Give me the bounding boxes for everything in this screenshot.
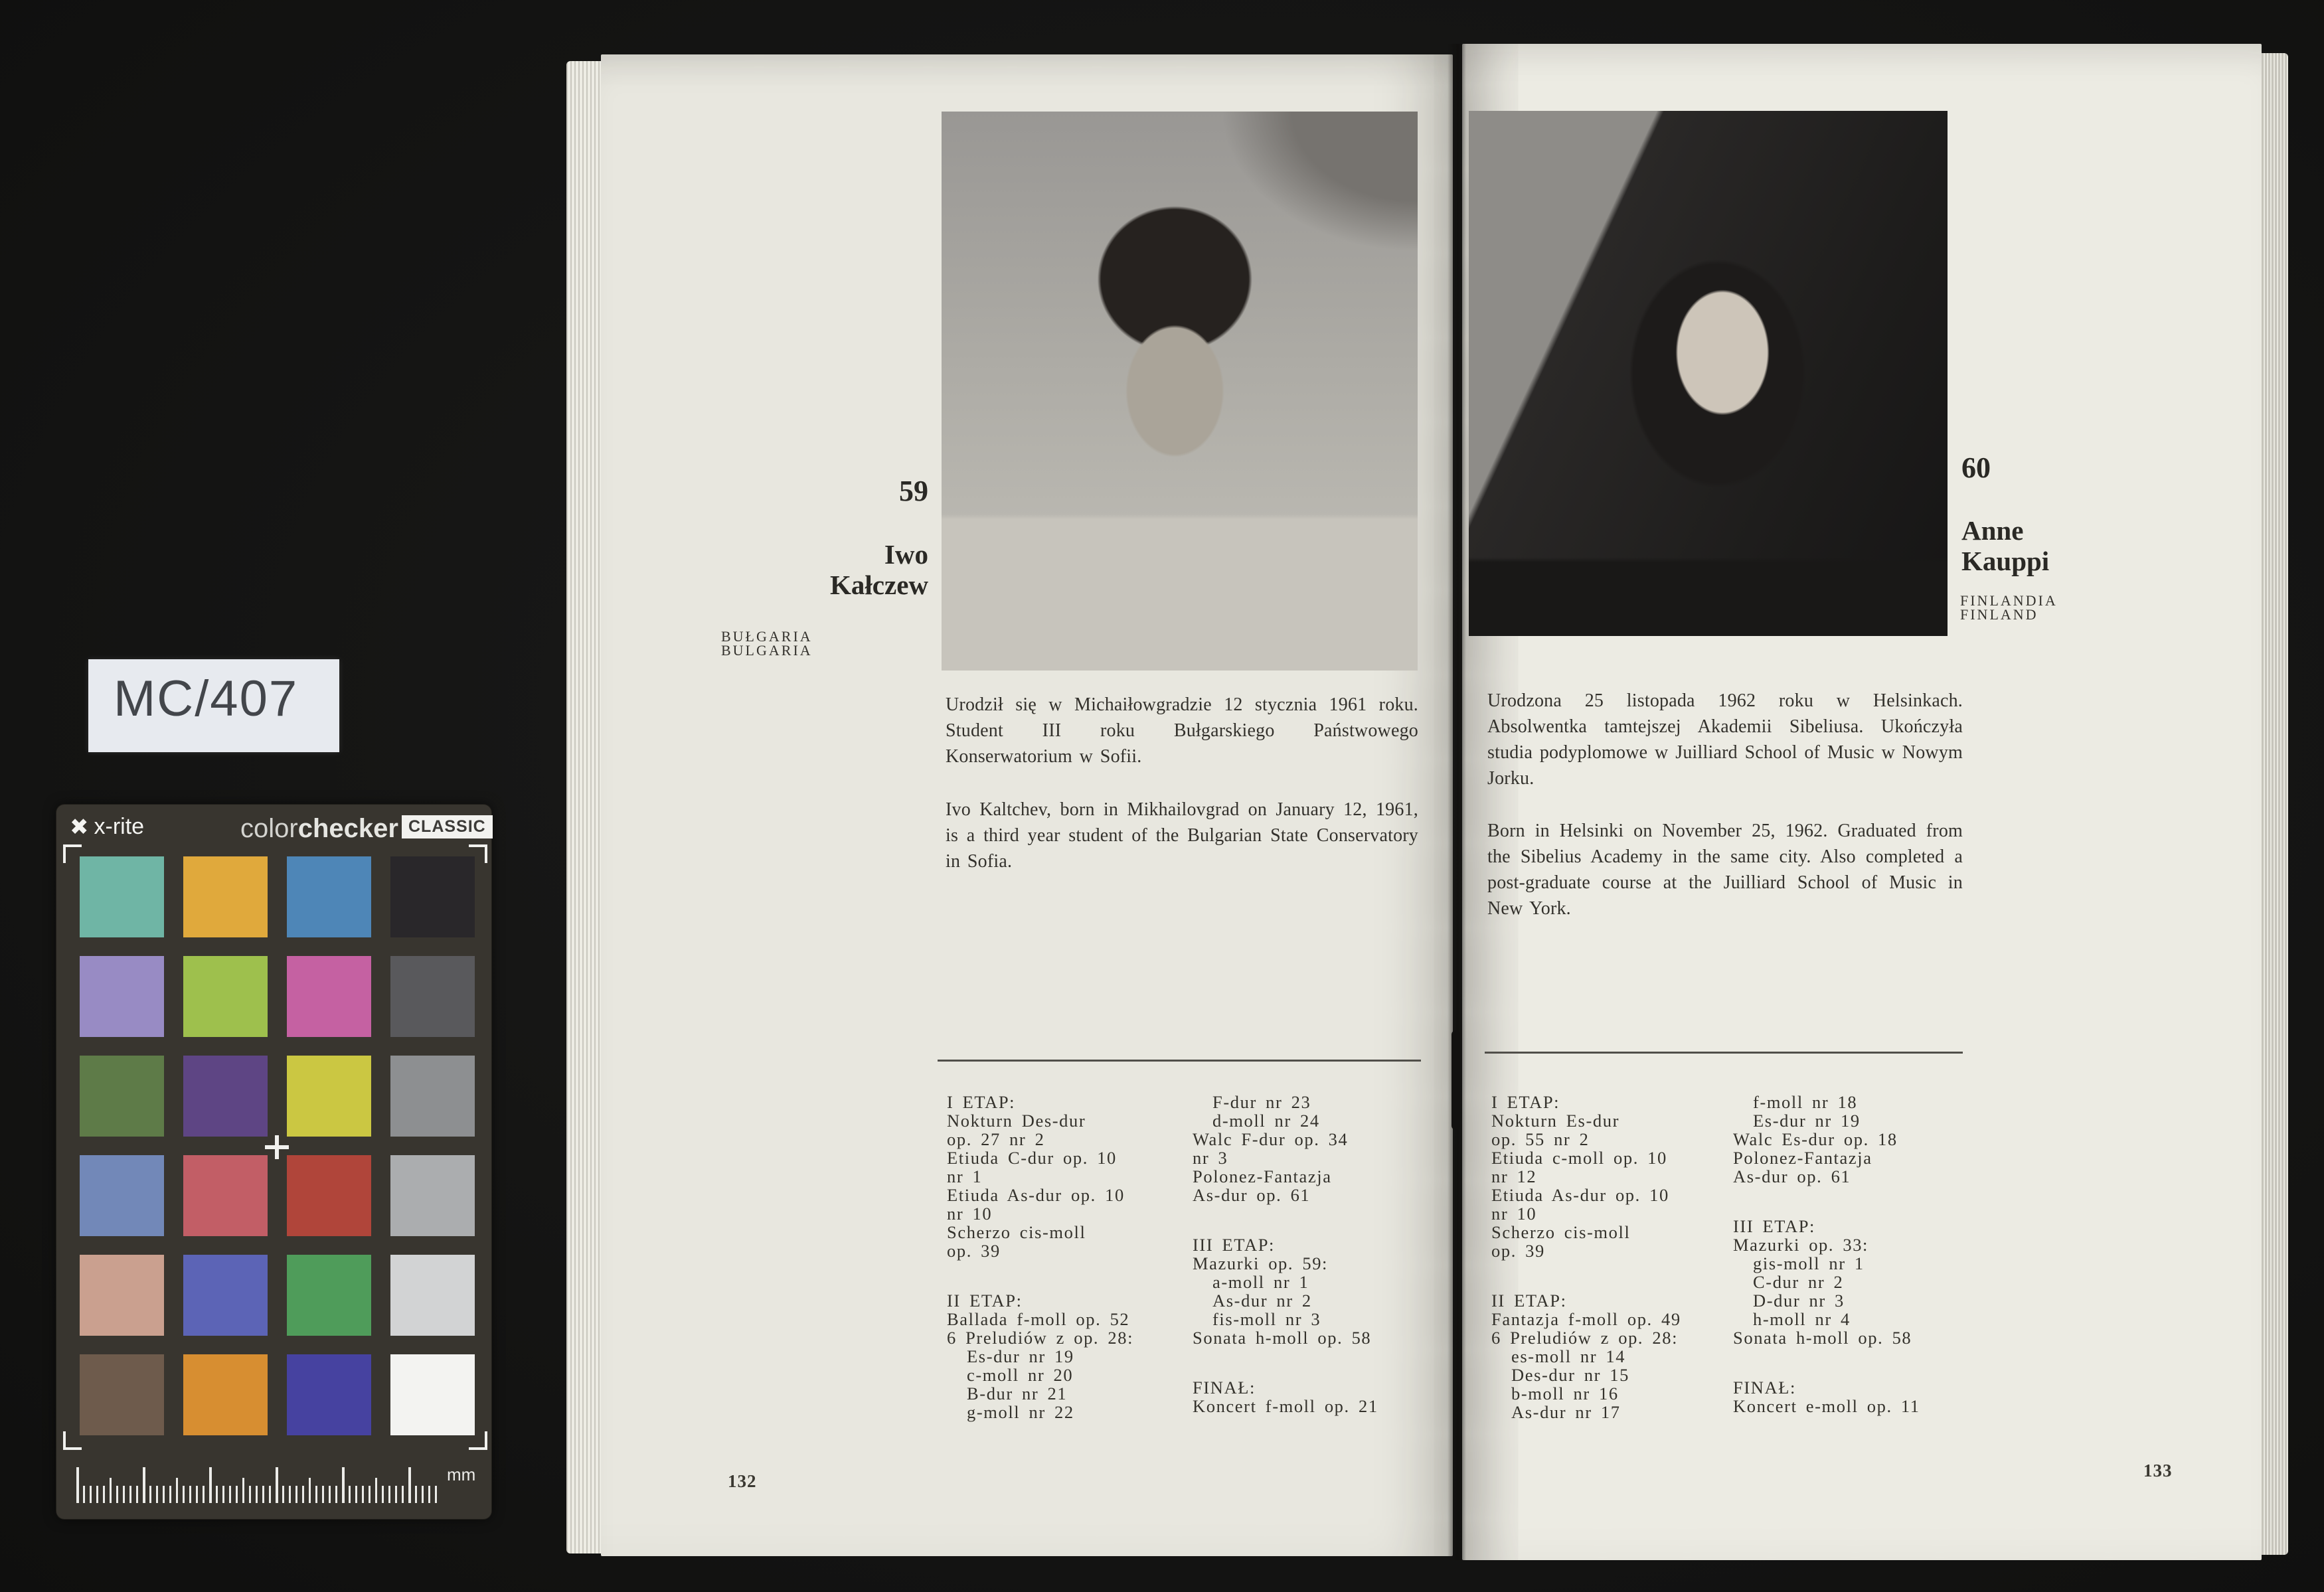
program-line: es-moll nr 14: [1511, 1346, 1626, 1366]
book-gutter-shadow: [1448, 44, 1466, 1560]
color-patch: [80, 856, 164, 937]
program-line: op. 27 nr 2: [947, 1129, 1045, 1149]
color-patch: [287, 1255, 371, 1336]
program-line: As-dur op. 61: [1193, 1185, 1311, 1205]
right-page-edges: [2260, 53, 2288, 1555]
shelfmark-text: MC/407: [114, 671, 299, 727]
program-line: II ETAP:: [1491, 1291, 1567, 1311]
program-line: Ballada f-moll op. 52: [947, 1309, 1130, 1329]
program-line: Sonata h-moll op. 58: [1193, 1328, 1372, 1348]
program-line: Etiuda c-moll op. 10: [1491, 1148, 1667, 1168]
country-en: FINLAND: [1960, 606, 2038, 623]
color-patch: [287, 956, 371, 1037]
program-line: op. 39: [947, 1241, 1001, 1261]
program-line: 6 Preludiów z op. 28:: [1491, 1328, 1679, 1348]
color-patch: [390, 1354, 475, 1435]
name-first: Anne: [1961, 515, 2024, 546]
program-line: nr 10: [1491, 1204, 1537, 1224]
color-patch: [287, 856, 371, 937]
program-gap: [1193, 1347, 1432, 1378]
program-line: Scherzo cis-moll: [947, 1222, 1086, 1242]
program-line: Es-dur nr 19: [967, 1346, 1074, 1366]
program-column: [947, 1093, 1191, 1421]
wordmark-bold: checker: [297, 814, 398, 843]
program-column: [1491, 1093, 1738, 1421]
program-line: Etiuda As-dur op. 10: [1491, 1185, 1669, 1205]
program-line: C-dur nr 2: [1753, 1272, 1844, 1292]
colorchecker-card: [56, 805, 491, 1519]
color-patch: [390, 956, 475, 1037]
program-line: II ETAP:: [947, 1291, 1023, 1311]
program-line: Sonata h-moll op. 58: [1733, 1328, 1912, 1348]
color-patch: [287, 1354, 371, 1435]
color-patch: [287, 1056, 371, 1137]
program-column: [1733, 1093, 1972, 1415]
portrait-photo-anne-kauppi: [1469, 111, 1948, 636]
program-line: Scherzo cis-moll: [1491, 1222, 1631, 1242]
program-line: FINAŁ:: [1193, 1378, 1256, 1397]
bio-english: Ivo Kaltchev, born in Mikhailovgrad on January 12, 1961, is a third year student of the Bulgarian State Conservatory in Sofia.: [946, 799, 1418, 872]
program-line: Walc Es-dur op. 18: [1733, 1129, 1898, 1149]
page-number: 133: [2143, 1461, 2173, 1480]
program-line: g-moll nr 22: [967, 1402, 1074, 1422]
color-patch: [183, 1155, 268, 1236]
left-page-edges: [566, 61, 604, 1553]
country-label: [721, 629, 931, 657]
program-line: I ETAP:: [1491, 1092, 1560, 1112]
program-line: As-dur nr 2: [1212, 1291, 1312, 1311]
xrite-brand-text: x-rite: [94, 814, 145, 839]
program-line: a-moll nr 1: [1212, 1272, 1309, 1292]
country-label: [1960, 594, 2179, 621]
program-line: Walc F-dur op. 34: [1193, 1129, 1349, 1149]
contestant-name: [664, 539, 928, 600]
program-line: Koncert e-moll op. 11: [1733, 1396, 1920, 1416]
xrite-brand: [70, 814, 144, 840]
bio-english: Born in Helsinki on November 25, 1962. Graduated from the Sibelius Academy in the same city. Also completed a post-graduate course at the Juilliard School of Music in New York.: [1487, 821, 1963, 919]
color-patch: [80, 1354, 164, 1435]
program-line: As-dur op. 61: [1733, 1166, 1851, 1186]
name-last: Kałczew: [830, 570, 928, 600]
ruler-unit-label: mm: [447, 1465, 476, 1484]
color-patch: [287, 1155, 371, 1236]
program-line: c-moll nr 20: [967, 1365, 1074, 1385]
program-line: Mazurki op. 33:: [1733, 1235, 1869, 1255]
color-patch: [80, 1056, 164, 1137]
wordmark-light: color: [240, 814, 298, 843]
country-pl: BUŁGARIA: [721, 628, 813, 645]
classic-badge: CLASSIC: [402, 815, 493, 838]
program-line: Nokturn Es-dur: [1491, 1111, 1619, 1131]
mm-ruler: [76, 1466, 440, 1503]
country-pl: FINLANDIA: [1960, 592, 2058, 609]
program-line: Koncert f-moll op. 21: [1193, 1396, 1378, 1416]
program-line: III ETAP:: [1193, 1235, 1275, 1255]
program-gap: [1733, 1347, 1972, 1378]
program-line: d-moll nr 24: [1212, 1111, 1320, 1131]
color-patch-grid: [80, 856, 475, 1435]
color-patch: [183, 1354, 268, 1435]
program-line: Etiuda C-dur op. 10: [947, 1148, 1117, 1168]
country-en: BULGARIA: [721, 642, 813, 659]
program-column: [1193, 1093, 1432, 1415]
color-patch: [183, 956, 268, 1037]
program-line: Mazurki op. 59:: [1193, 1253, 1329, 1273]
program-line: D-dur nr 3: [1753, 1291, 1845, 1311]
program-line: Es-dur nr 19: [1753, 1111, 1861, 1131]
colorchecker-wordmark: [240, 814, 398, 844]
program-line: fis-moll nr 3: [1212, 1309, 1321, 1329]
section-divider: [938, 1060, 1421, 1062]
colorchecker-header: [56, 813, 491, 844]
program-line: Polonez-Fantazja: [1193, 1166, 1332, 1186]
gutter-ink-mark: [1452, 1030, 1460, 1130]
program-line: I ETAP:: [947, 1092, 1016, 1112]
program-line: B-dur nr 21: [967, 1384, 1068, 1403]
bio-polish: Urodził się w Michaiłowgradzie 12 stycznia 1961 roku. Student III roku Bułgarskiego Państwowego Konserwatorium w Sofii.: [946, 694, 1418, 767]
program-line: nr 10: [947, 1204, 993, 1224]
program-line: h-moll nr 4: [1753, 1309, 1851, 1329]
program-line: b-moll nr 16: [1511, 1384, 1619, 1403]
program-line: gis-moll nr 1: [1753, 1253, 1865, 1273]
color-patch: [183, 1056, 268, 1137]
program-line: Polonez-Fantazja: [1733, 1148, 1872, 1168]
color-patch: [183, 1255, 268, 1336]
section-divider: [1485, 1052, 1963, 1054]
ruler-major-ticks: [76, 1467, 440, 1503]
program-gap: [947, 1260, 1191, 1291]
color-patch: [390, 1255, 475, 1336]
contestant-number: 60: [1961, 451, 1991, 484]
program-line: Nokturn Des-dur: [947, 1111, 1086, 1131]
program-line: As-dur nr 17: [1511, 1402, 1621, 1422]
bio-polish: Urodzona 25 listopada 1962 roku w Helsinkach. Absolwentka tamtejszej Akademii Sibeliusa. Ukończyła studia podyplomowe w Juilliard School of Music w Nowym Jorku.: [1487, 690, 1963, 789]
color-patch: [390, 1056, 475, 1137]
color-patch: [183, 856, 268, 937]
page-number: 132: [728, 1471, 757, 1491]
program-line: op. 55 nr 2: [1491, 1129, 1590, 1149]
name-first: Iwo: [884, 539, 928, 570]
program-gap: [1733, 1186, 1972, 1217]
program-line: Fantazja f-moll op. 49: [1491, 1309, 1681, 1329]
program-line: III ETAP:: [1733, 1216, 1815, 1236]
program-line: FINAŁ:: [1733, 1378, 1796, 1397]
program-line: nr 3: [1193, 1148, 1228, 1168]
crop-mark-icon: [63, 1431, 82, 1450]
program-gap: [1491, 1260, 1738, 1291]
program-gap: [1193, 1204, 1432, 1235]
color-patch: [390, 856, 475, 937]
xrite-logo-icon: ✖: [70, 814, 89, 840]
portrait-photo-iwo-kalczew: [942, 112, 1418, 671]
program-line: 6 Preludiów z op. 28:: [947, 1328, 1134, 1348]
program-line: Des-dur nr 15: [1511, 1365, 1629, 1385]
program-line: nr 1: [947, 1166, 983, 1186]
color-patch: [80, 956, 164, 1037]
name-last: Kauppi: [1961, 546, 2050, 576]
program-line: F-dur nr 23: [1212, 1092, 1311, 1112]
program-line: nr 12: [1491, 1166, 1537, 1186]
crop-mark-icon: [63, 844, 82, 863]
contestant-name: [1961, 515, 2214, 576]
color-patch: [80, 1155, 164, 1236]
color-patch: [80, 1255, 164, 1336]
contestant-number: 59: [899, 475, 928, 507]
archive-shelfmark-label: [88, 659, 339, 752]
program-line: op. 39: [1491, 1241, 1545, 1261]
color-patch: [390, 1155, 475, 1236]
program-line: Etiuda As-dur op. 10: [947, 1185, 1125, 1205]
program-line: f-moll nr 18: [1753, 1092, 1858, 1112]
